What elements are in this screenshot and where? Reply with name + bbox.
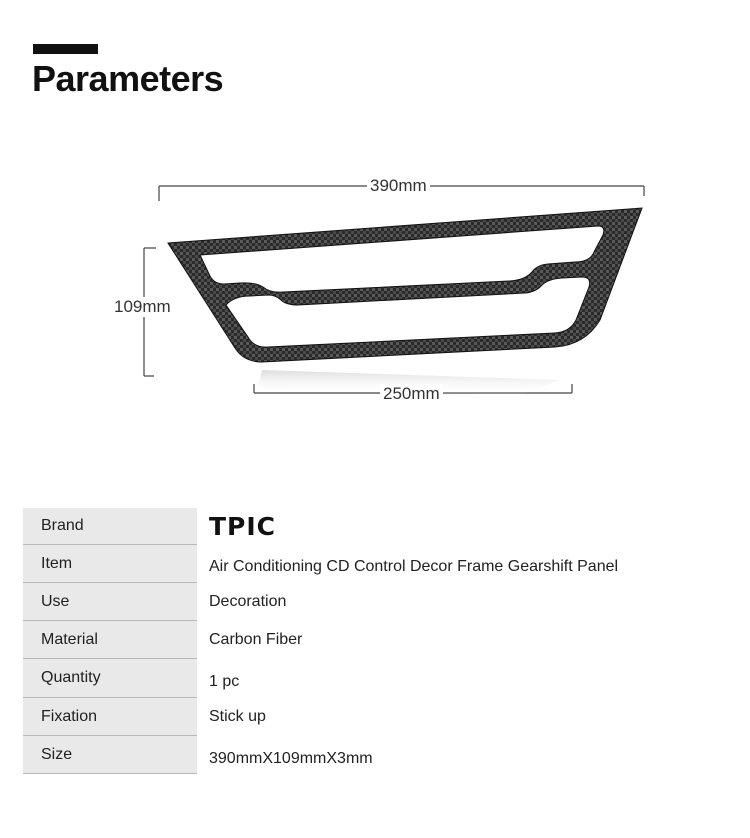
spec-value: 390mmX109mmX3mm xyxy=(209,750,373,767)
spec-label: Material xyxy=(23,621,197,659)
spec-label: Item xyxy=(23,545,197,583)
page-title: Parameters xyxy=(32,58,224,99)
spec-value: Air Conditioning CD Control Decor Frame Gearshift Panel xyxy=(209,558,619,575)
spec-row-size xyxy=(23,736,703,774)
spec-value: Stick up xyxy=(209,708,266,725)
dimension-width-bottom-label: 250mm xyxy=(380,384,443,404)
dimension-width-top-label: 390mm xyxy=(367,176,430,196)
spec-label: Size xyxy=(23,736,197,774)
spec-row-material xyxy=(23,621,703,659)
spec-label: Fixation xyxy=(23,698,197,736)
dimension-height-label: 109mm xyxy=(111,297,174,317)
brand-logo: TPIC xyxy=(209,512,277,541)
spec-row-fixation xyxy=(23,698,703,736)
carbon-frame xyxy=(168,208,642,362)
spec-table xyxy=(23,508,703,774)
spec-row-quantity xyxy=(23,659,703,698)
spec-label: Brand xyxy=(23,508,197,545)
spec-value: Decoration xyxy=(209,593,287,610)
spec-row-use xyxy=(23,583,703,621)
spec-row-item xyxy=(23,545,703,583)
spec-label: Use xyxy=(23,583,197,621)
spec-label: Quantity xyxy=(23,659,197,698)
spec-value: 1 pc xyxy=(209,672,240,690)
spec-row-brand xyxy=(23,508,703,545)
spec-value: Carbon Fiber xyxy=(209,631,303,648)
